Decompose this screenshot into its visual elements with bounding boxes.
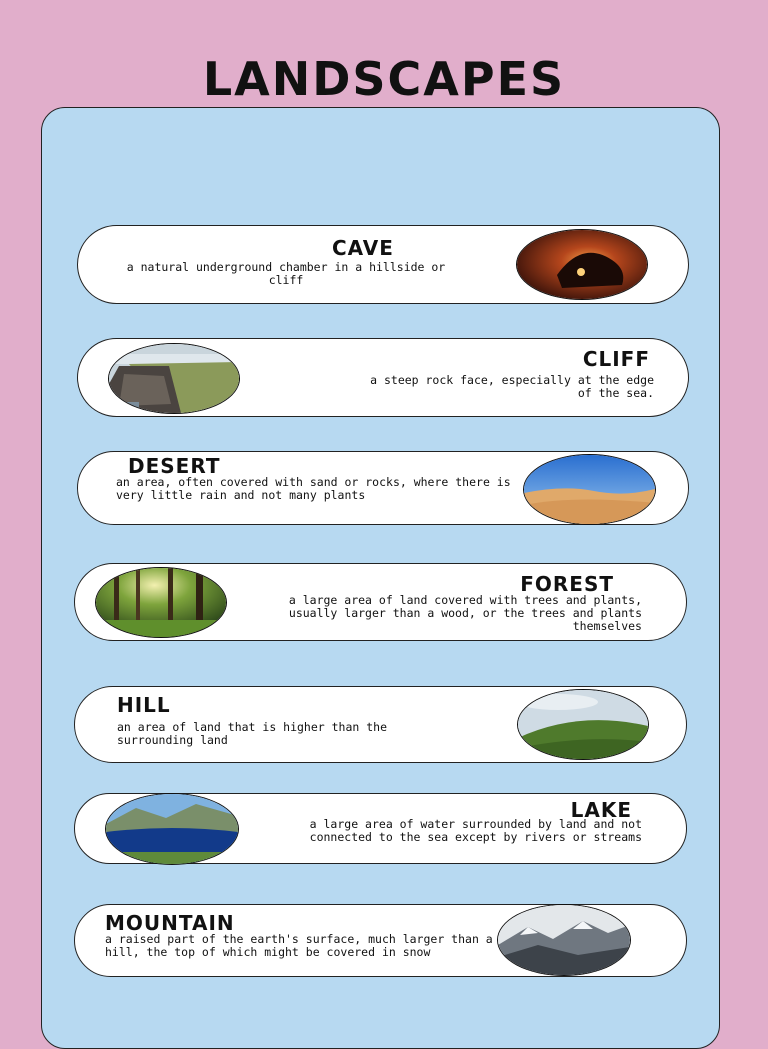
cliff-photo [108,343,240,414]
card-title: HILL [117,693,171,717]
card-title: CAVE [332,236,394,260]
card-description: a large area of land covered with trees and plants, usually larger than a wood, or the trees and plants themselves [288,593,642,633]
card-title: MOUNTAIN [105,911,235,935]
cave-photo [516,229,648,300]
hill-photo [517,689,649,760]
card-cliff [77,338,689,417]
lake-photo [105,793,239,865]
card-cave [77,225,689,304]
card-title: LAKE [570,798,632,822]
card-desert [77,451,689,525]
card-title: FOREST [520,572,614,596]
card-hill [74,686,687,763]
card-description: an area of land that is higher than the surrounding land [117,720,388,747]
card-lake [74,793,687,864]
card-description: an area, often covered with sand or rocks, where there is very little rain and not many plants [116,475,511,502]
mountain-photo [497,904,631,976]
card-forest [74,563,687,641]
desert-photo [523,454,656,525]
card-description: a large area of water surrounded by land and not connected to the sea except by rivers or streams [309,817,642,844]
card-mountain [74,904,687,977]
card-description: a natural underground chamber in a hillside or cliff [126,260,446,287]
card-title: CLIFF [582,347,650,371]
forest-photo [95,567,227,638]
page-title: LANDSCAPES [202,52,566,106]
card-title: DESERT [128,454,221,478]
card-description: a steep rock face, especially at the edge of the sea. [370,373,654,400]
card-description: a raised part of the earth's surface, much larger than a hill, the top of which might be covered in snow [105,932,493,959]
